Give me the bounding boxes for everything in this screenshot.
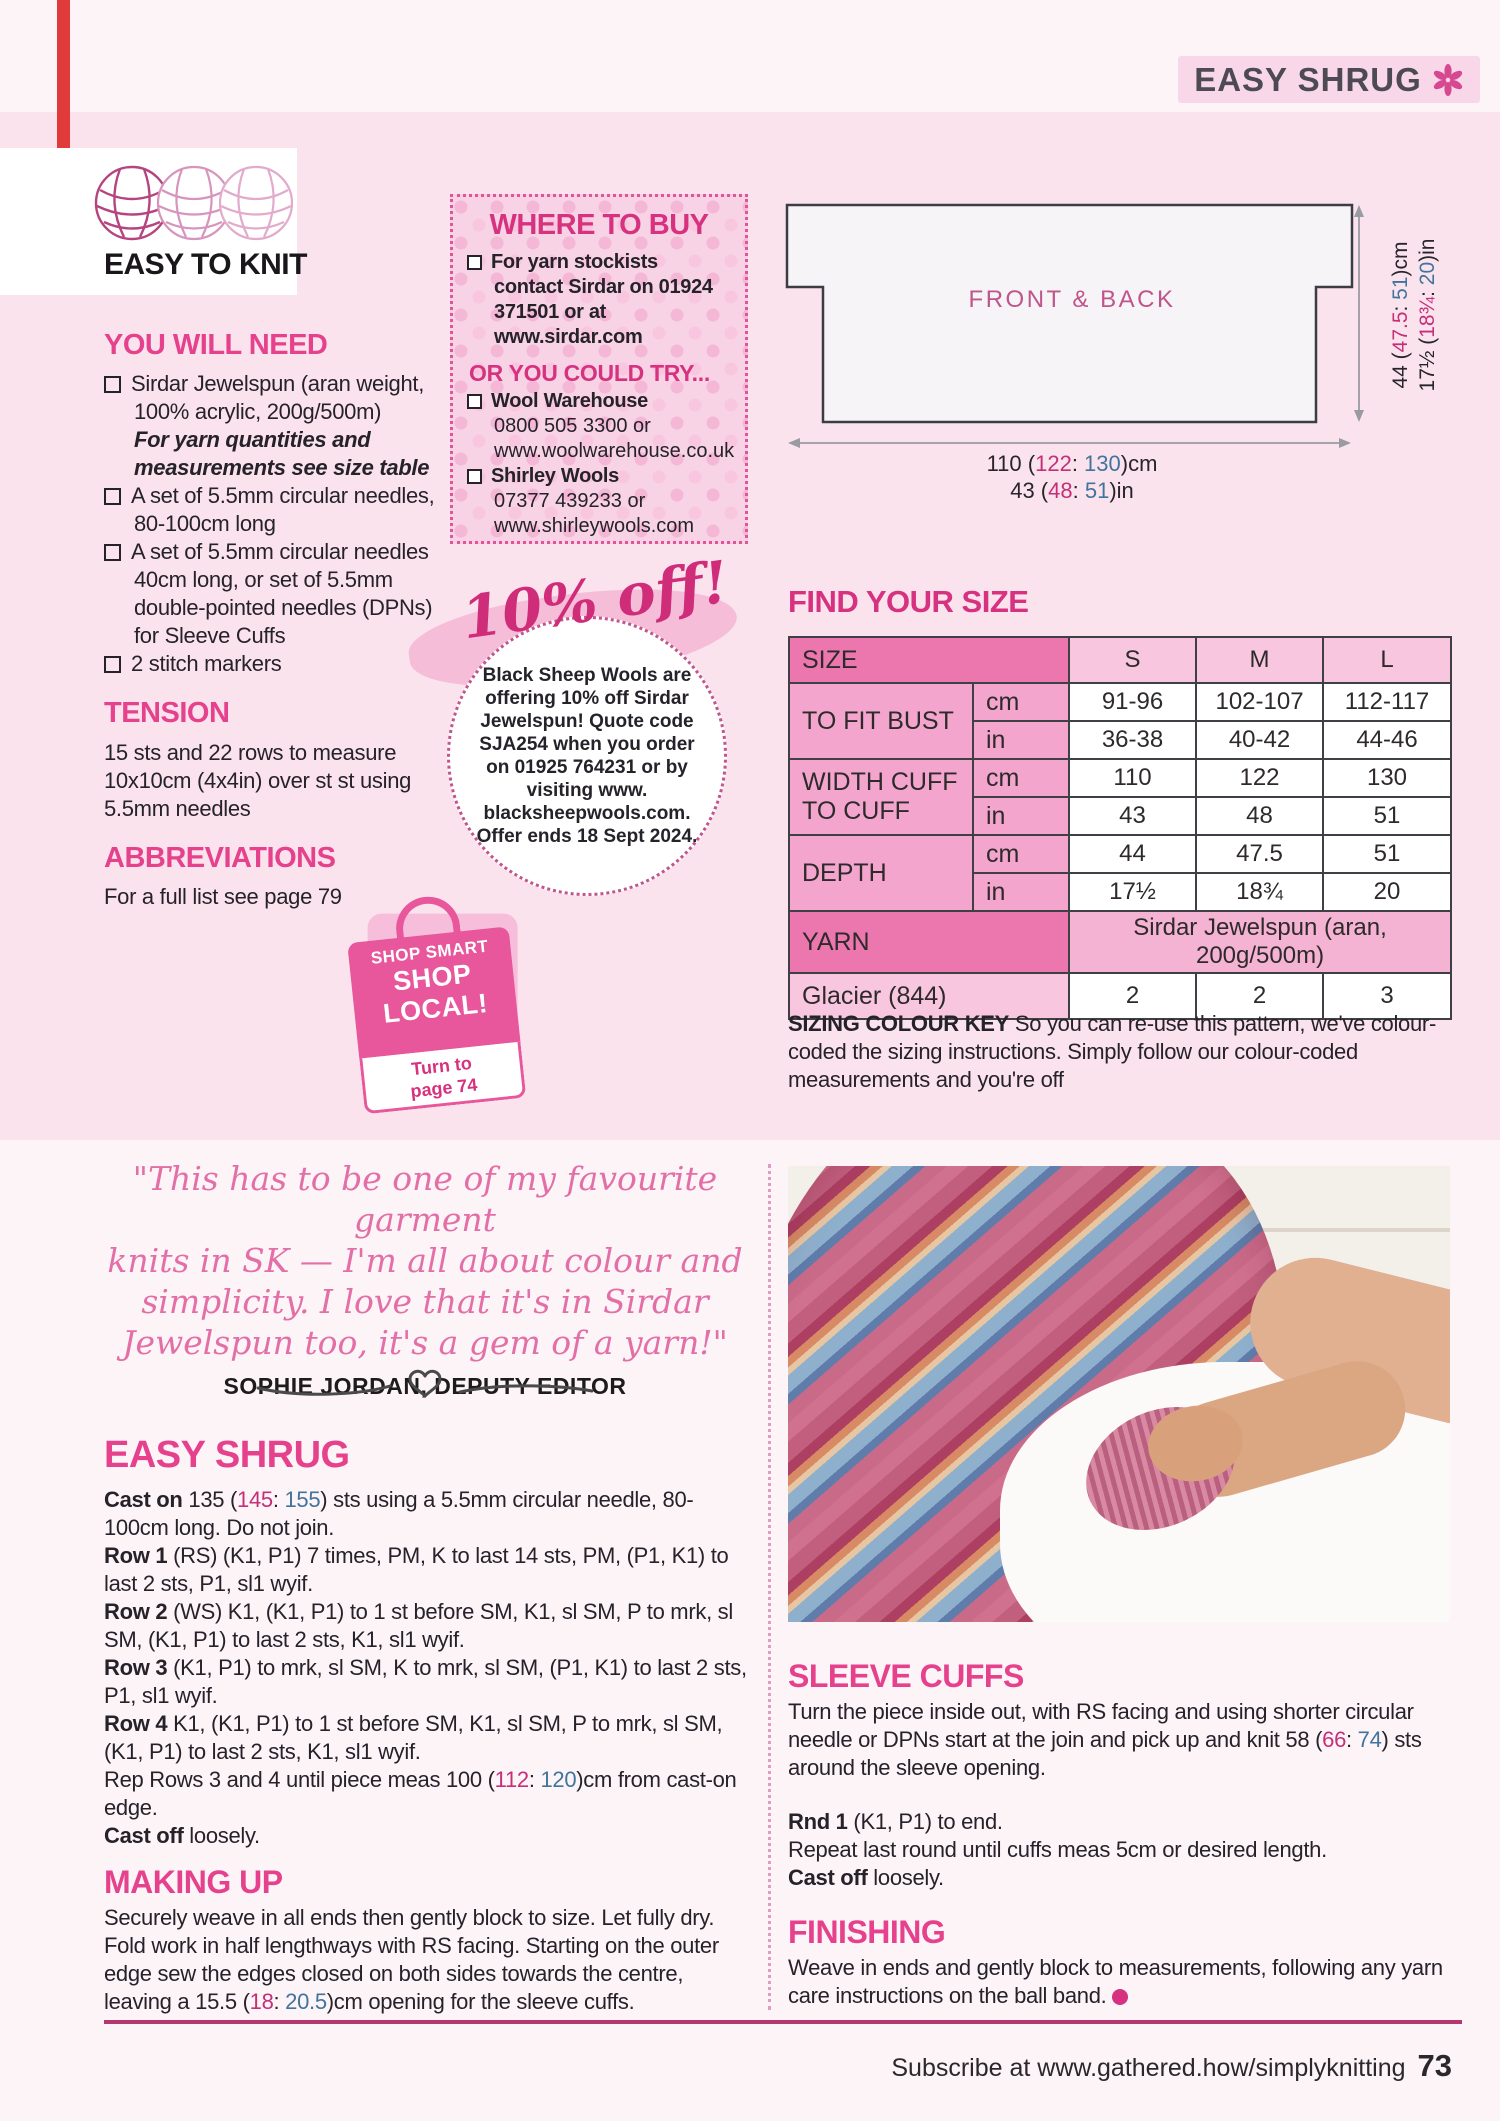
pattern-instructions (104, 1436, 752, 2016)
checkbox-icon (104, 656, 121, 673)
shop-website: www.shirleywools.com (494, 515, 695, 537)
you-will-need-heading: YOU WILL NEED (104, 329, 328, 361)
footer-text: Subscribe at www.gathered.how/simplyknitting (891, 2054, 1406, 2082)
tension-body: 15 sts and 22 rows to measure 10x10cm (4x4in) over st st using 5.5mm needles (104, 739, 412, 821)
editor-quote: "This has to be one of my favourite garment knits in SK — I'm all about colour and simplicity. I love that it's in Sirdar Jewelspun too, it's a gem of a yarn!" SOPHIE JORDAN, DEPUTY EDITOR (100, 1158, 750, 1400)
shop-website: www.woolwarehouse.co.uk (494, 440, 735, 462)
or-you-could-try: OR YOU COULD TRY... (469, 360, 710, 386)
list-item-yarn: Sirdar Jewelspun (aran weight, 100% acrylic, 200g/500m) (104, 370, 442, 426)
offer-body: Black Sheep Wools are offering 10% off Sirdar Jewelspun! Quote code SJA254 when you order on 01925 764231 or by visiting www. blacksheepwools.com. Offer ends 18 Sept 2024. (476, 665, 698, 847)
repeat-line: Rep Rows 3 and 4 until piece meas 100 (112: 120)cm from cast-on edge. (104, 1767, 737, 1820)
tension-heading: TENSION (104, 697, 230, 730)
list-item-markers: 2 stitch markers (104, 650, 442, 678)
diagram-label: FRONT & BACK (968, 286, 1176, 313)
table-row: in 17½ 18¾ 20 (789, 873, 1451, 911)
schematic-diagram (782, 200, 1382, 460)
table-yarn-row: YARN Sirdar Jewelspun (aran, 200g/500m) (789, 911, 1451, 973)
list-item-needles-long: A set of 5.5mm circular needles, 80-100cm long (104, 482, 442, 538)
cast-off-line: Cast off loosely. (104, 1823, 260, 1848)
checkbox-icon (467, 394, 482, 409)
list-item-needles-short: A set of 5.5mm circular needles 40cm long, or set of 5.5mm double-pointed needles (DPNs) for Sleeve Cuffs (104, 538, 442, 650)
yarn-note: For yarn quantities and measurements see size table (134, 427, 430, 481)
row-3: Row 3 (K1, P1) to mrk, sl SM, K to mrk, sl SM, (P1, K1) to last 2 sts, P1, sl1 wyif. (104, 1655, 747, 1708)
sleeve-cuffs-heading: SLEEVE CUFFS (788, 1658, 1024, 1694)
bag-footer: Turn to page 74 (359, 1042, 526, 1115)
shop-phone: 0800 505 3300 or (494, 415, 651, 437)
where-to-buy-box (450, 194, 748, 544)
checkbox-icon (104, 544, 121, 561)
making-up-heading: MAKING UP (104, 1864, 283, 1900)
checkbox-icon (104, 488, 121, 505)
signature-squiggle-icon (240, 1362, 610, 1410)
finishing-heading: FINISHING (788, 1914, 946, 1950)
making-up-body: Securely weave in all ends then gently block to size. Let fully dry. Fold work in half lengthways with RS facing. Starting on the outer edge sew the edges closed on both sides towards the centre, leaving a 15.5 (18: 20.5)cm opening for the sleeve cuffs. (104, 1905, 719, 2014)
shrug-photo (788, 1166, 1450, 1622)
table-row: TO FIT BUST cm 91-96 102-107 112-117 (789, 683, 1451, 721)
materials-column (104, 330, 442, 911)
shop-item: Wool Warehouse (467, 389, 731, 414)
table-header-row: SIZE S M L (789, 637, 1451, 683)
bag-body: SHOP SMART SHOP LOCAL! (347, 926, 520, 1058)
diagram-width-measurement: 110 (122: 130)cm 43 (48: 51)in (986, 451, 1158, 503)
find-your-size-heading: FIND YOUR SIZE (788, 584, 1029, 619)
size-table (788, 636, 1452, 1020)
shop-phone: 07377 439233 or (494, 490, 646, 512)
finishing-body: Weave in ends and gently block to measurements, following any yarn care instructions on the ball band. (788, 1955, 1443, 2008)
table-row: WIDTH CUFF TO CUFF cm 110 122 130 (789, 759, 1451, 797)
sizing-colour-key: SIZING COLOUR KEY So you can re-use this pattern, we've colour-coded the sizing instructions. Simply follow our colour-coded measurements and you're off (788, 1011, 1436, 1092)
sleeve-cuffs-section (788, 1660, 1456, 2010)
footer-rule (104, 2020, 1462, 2024)
page-number: 73 (1417, 2048, 1452, 2083)
row-4: Row 4 K1, (K1, P1) to 1 st before SM, K1, sl SM, P to mrk, sl SM, (K1, P1) to last 2 sts, K1, sl1 wyif. (104, 1711, 723, 1764)
abbreviations-heading: ABBREVIATIONS (104, 841, 336, 874)
pattern-heading: EASY SHRUG (104, 1434, 350, 1476)
sleeve-cuffs-intro: Turn the piece inside out, with RS facing and using shorter circular needle or DPNs start at the join and pick up and knit 58 (66: 74) sts around the sleeve opening. (788, 1699, 1422, 1780)
checkbox-icon (467, 255, 482, 270)
yarn-ball-icon (1112, 1989, 1128, 2005)
row-1: Row 1 (RS) (K1, P1) 7 times, PM, K to last 14 sts, PM, (P1, K1) to last 2 sts, P1, sl1 wyif. (104, 1543, 729, 1596)
table-row: in 43 48 51 (789, 797, 1451, 835)
abbreviations-body: For a full list see page 79 (104, 884, 342, 910)
flower-asterisk-icon (1432, 64, 1464, 96)
where-to-buy-heading: WHERE TO BUY (489, 209, 709, 241)
offer-circle (447, 616, 727, 896)
stockist-item: For yarn stockists contact Sirdar on 01924 371501 or at www.sirdar.com (467, 250, 731, 350)
repeat-round: Repeat last round until cuffs meas 5cm or desired length. (788, 1837, 1327, 1862)
shop-local-bag (333, 887, 544, 1121)
table-shade-row: Glacier (844) 2 2 3 (789, 973, 1451, 1019)
diagram-depth-measurement: 44 (47.5: 51)cm 17½ (18¾: 20)in (1389, 238, 1439, 392)
page-title: EASY SHRUG (1194, 60, 1422, 98)
checkbox-icon (104, 376, 121, 393)
yarn-balls-icon (92, 160, 296, 246)
checkbox-icon (467, 469, 482, 484)
cast-off-line: Cast off loosely. (788, 1865, 944, 1890)
shop-item: Shirley Wools (467, 464, 731, 489)
table-row: in 36-38 40-42 44-46 (789, 721, 1451, 759)
offer-splash: 10% off! (457, 547, 733, 653)
table-row: DEPTH cm 44 47.5 51 (789, 835, 1451, 873)
rnd-1: Rnd 1 (K1, P1) to end. (788, 1809, 1003, 1834)
column-divider (768, 1164, 771, 2010)
page-footer (600, 2048, 1452, 2084)
easy-to-knit-label: EASY TO KNIT (104, 248, 307, 281)
row-2: Row 2 (WS) K1, (K1, P1) to 1 st before SM, K1, sl SM, P to mrk, sl SM, (K1, P1) to last 2 sts, K1, sl1 wyif. (104, 1599, 733, 1652)
cast-on-line: Cast on 135 (145: 155) sts using a 5.5mm circular needle, 80-100cm long. Do not join. (104, 1487, 694, 1540)
quote-attribution: SOPHIE JORDAN, DEPUTY EDITOR (223, 1373, 627, 1399)
page-header (1178, 56, 1480, 103)
